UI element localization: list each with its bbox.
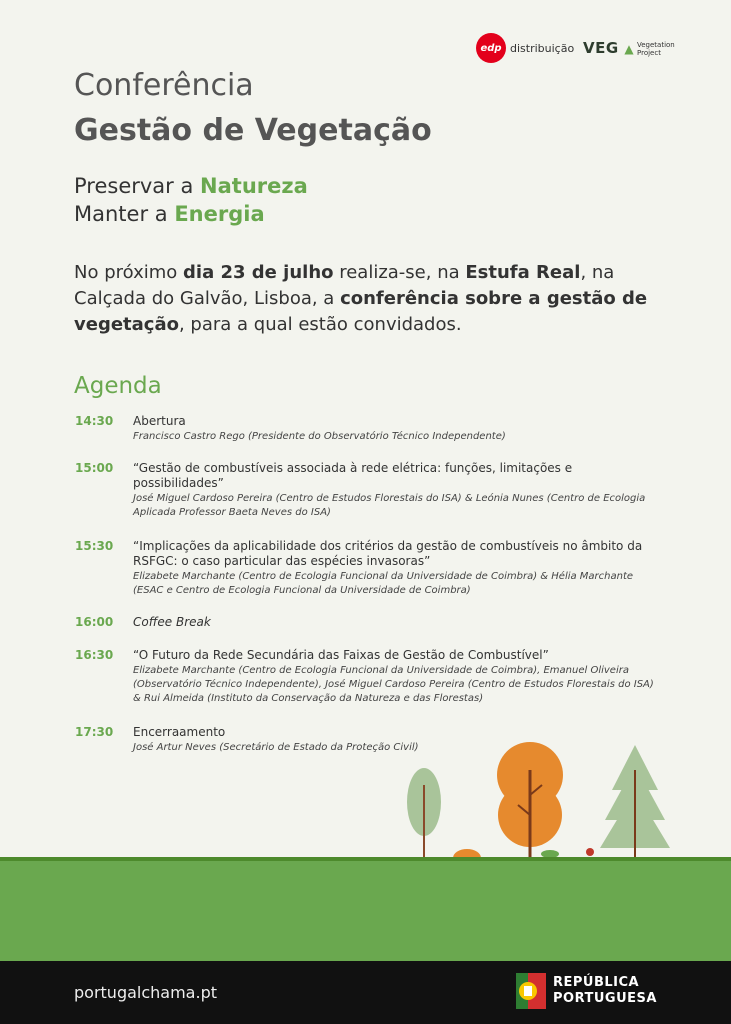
- agenda-item-speaker: Francisco Castro Rego (Presidente do Observatório Técnico Independente): [133, 431, 506, 442]
- agenda-time: 16:00: [75, 615, 114, 629]
- trees-illustration: [390, 740, 690, 860]
- intro-date: dia 23 de julho: [183, 262, 334, 283]
- veg-logo-text: VEG: [583, 39, 619, 57]
- tagline-1-highlight: Natureza: [200, 174, 308, 198]
- agenda-item-title: “Implicações da aplicabilidade dos critérios da gestão de combustíveis no âmbito da RSFGC: o caso particular das espécies invasoras”: [133, 539, 643, 568]
- agenda-item-speaker: José Miguel Cardoso Pereira (Centro de Estudos Florestais do ISA) & Leónia Nunes (Centro de Ecologia Aplicada Professor Baeta Neves do ISA): [133, 493, 646, 518]
- tagline-1-text: Preservar a: [74, 174, 201, 198]
- agenda-time: 17:30: [75, 725, 114, 739]
- page-title-line1: Conferência: [74, 68, 254, 103]
- veg-logo: [583, 39, 634, 57]
- page-title-line2: Gestão de Vegetação: [74, 113, 432, 148]
- agenda-item-title: “Gestão de combustíveis associada à rede elétrica: funções, limitações e possibilidades”: [133, 461, 573, 490]
- agenda-item-title: Abertura: [133, 414, 186, 428]
- ground-band: [0, 861, 731, 961]
- agenda-item-speaker: Elizabete Marchante (Centro de Ecologia Funcional da Universidade de Coimbra), Emanuel Oliveira (Observatório Técnico Independente), José Miguel Cardoso Pereira (Centro de Estudos Florestais do ISA) & Rui Almeida (Instituto da Conservação da Natureza e das Florestas): [133, 665, 654, 704]
- republica-label-line1: REPÚBLICA: [553, 975, 640, 990]
- tagline-line2: [74, 202, 265, 226]
- intro-subject: conferência sobre a gestão de vegetação: [74, 288, 648, 335]
- agenda-item-title: “O Futuro da Rede Secundária das Faixas de Gestão de Combustível”: [133, 648, 549, 662]
- agenda-item-speaker: Elizabete Marchante (Centro de Ecologia Funcional da Universidade de Coimbra) & Hélia Marchante (ESAC e Centro de Ecologia Funcional da Universidade de Coimbra): [133, 571, 634, 596]
- coat-of-arms-icon: [516, 973, 546, 1009]
- intro-paragraph: [74, 260, 674, 338]
- intro-venue: Estufa Real: [465, 262, 581, 283]
- republica-label-line2: PORTUGUESA: [553, 991, 657, 1006]
- tree-icon: ▲: [624, 42, 635, 56]
- small-tree-icon: [407, 768, 441, 860]
- intro-text-3: , na Calçada do Galvão, Lisboa, a: [74, 262, 615, 309]
- edp-logo: edp: [476, 33, 506, 63]
- intro-text-2: realiza-se, na: [333, 262, 466, 283]
- tagline-2-highlight: Energia: [174, 202, 265, 226]
- pine-tree-icon: [600, 745, 670, 860]
- intro-text-1: No próximo: [74, 262, 184, 283]
- agenda-time: 15:00: [75, 461, 114, 475]
- agenda-item-speaker: José Artur Neves (Secretário de Estado da Proteção Civil): [133, 742, 419, 753]
- veg-subtitle-line1: Vegetation: [637, 41, 675, 49]
- tagline-line1: [74, 174, 308, 198]
- tagline-2-text: Manter a: [74, 202, 175, 226]
- footer-site-link[interactable]: portugalchama.pt: [74, 983, 217, 1002]
- edp-distribuicao-text: distribuição: [510, 42, 575, 55]
- agenda-time: 14:30: [75, 414, 114, 428]
- agenda-item-title: Coffee Break: [133, 615, 211, 629]
- agenda-item-title: Encerraamento: [133, 725, 226, 739]
- agenda-time: 15:30: [75, 539, 114, 553]
- agenda-heading: Agenda: [74, 373, 162, 399]
- veg-subtitle-line2: Project: [637, 49, 661, 57]
- agenda-time: 16:30: [75, 648, 114, 662]
- intro-text-4: , para a qual estão convidados.: [178, 314, 462, 335]
- veg-subtitle: [637, 41, 675, 57]
- orange-tree-icon: [497, 742, 563, 860]
